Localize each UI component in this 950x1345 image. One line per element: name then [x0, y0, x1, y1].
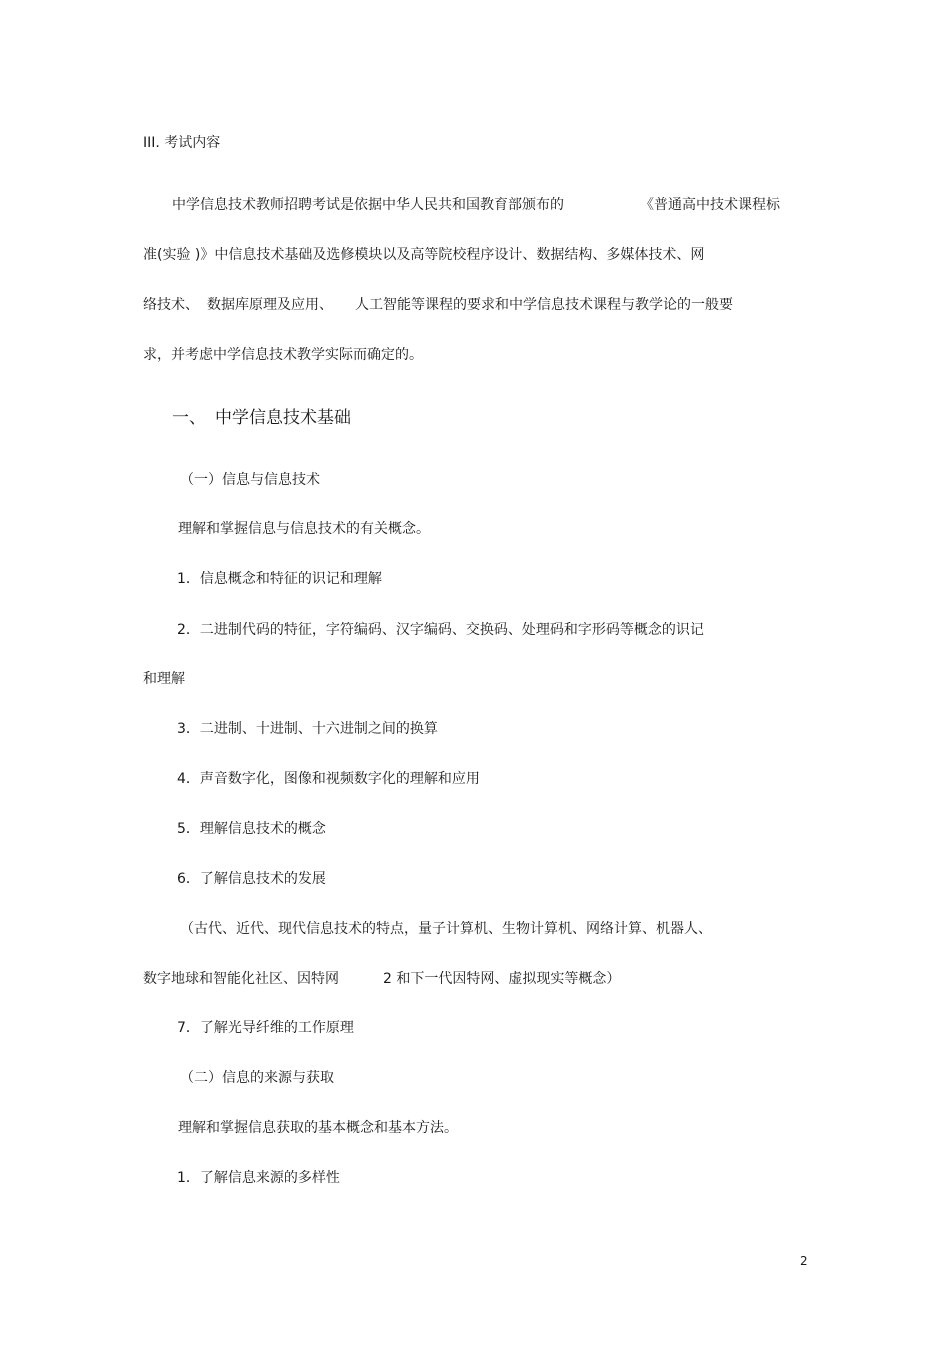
intro-line-3a: 络技术、 — [143, 297, 199, 313]
sub1-item-6-note: （古代、近代、现代信息技术的特点，量子计算机、生物计算机、网络计算、机器人、 — [180, 921, 712, 937]
sub2-title: （二）信息的来源与获取 — [180, 1070, 334, 1086]
sub1-title: （一）信息与信息技术 — [180, 472, 320, 488]
sub1-desc: 理解和掌握信息与信息技术的有关概念。 — [178, 521, 430, 537]
page-number: 2 — [800, 1254, 808, 1268]
sub1-item-5: 5．理解信息技术的概念 — [177, 821, 326, 837]
intro-line-2: 准(实验 )》中信息技术基础及选修模块以及高等院校程序设计、数据结构、多媒体技术、网 — [143, 247, 705, 263]
intro-line-3b: 数据库原理及应用、 — [207, 297, 333, 313]
heading1-number: 一、 — [172, 408, 206, 428]
sub1-item-7: 7．了解光导纤维的工作原理 — [177, 1020, 354, 1036]
intro-line-3c: 人工智能等课程的要求和中学信息技术课程与教学论的一般要 — [355, 297, 733, 313]
sub2-desc: 理解和掌握信息获取的基本概念和基本方法。 — [178, 1120, 458, 1136]
intro-line-1a: 中学信息技术教师招聘考试是依据中华人民共和国教育部颁布的 — [172, 197, 564, 213]
sub1-item-3: 3．二进制、十进制、十六进制之间的换算 — [177, 721, 438, 737]
intro-line-1b: 《普通高中技术课程标 — [640, 197, 780, 213]
sub1-item-1: 1．信息概念和特征的识记和理解 — [177, 571, 382, 587]
sub1-item-6-cont-a: 数字地球和智能化社区、因特网 — [143, 971, 339, 987]
heading1-title: 中学信息技术基础 — [215, 408, 351, 428]
sub2-item-1: 1．了解信息来源的多样性 — [177, 1170, 340, 1186]
sub1-item-6: 6．了解信息技术的发展 — [177, 871, 326, 887]
section-title: III. 考试内容 — [143, 135, 221, 151]
sub1-item-2-cont: 和理解 — [143, 671, 185, 687]
sub1-item-2: 2．二进制代码的特征，字符编码、汉字编码、交换码、处理码和字形码等概念的识记 — [177, 622, 704, 638]
sub1-item-4: 4．声音数字化，图像和视频数字化的理解和应用 — [177, 771, 480, 787]
sub1-item-6-cont-b: 2 和下一代因特网、虚拟现实等概念） — [383, 971, 621, 987]
intro-line-4: 求，并考虑中学信息技术教学实际而确定的。 — [143, 347, 423, 363]
